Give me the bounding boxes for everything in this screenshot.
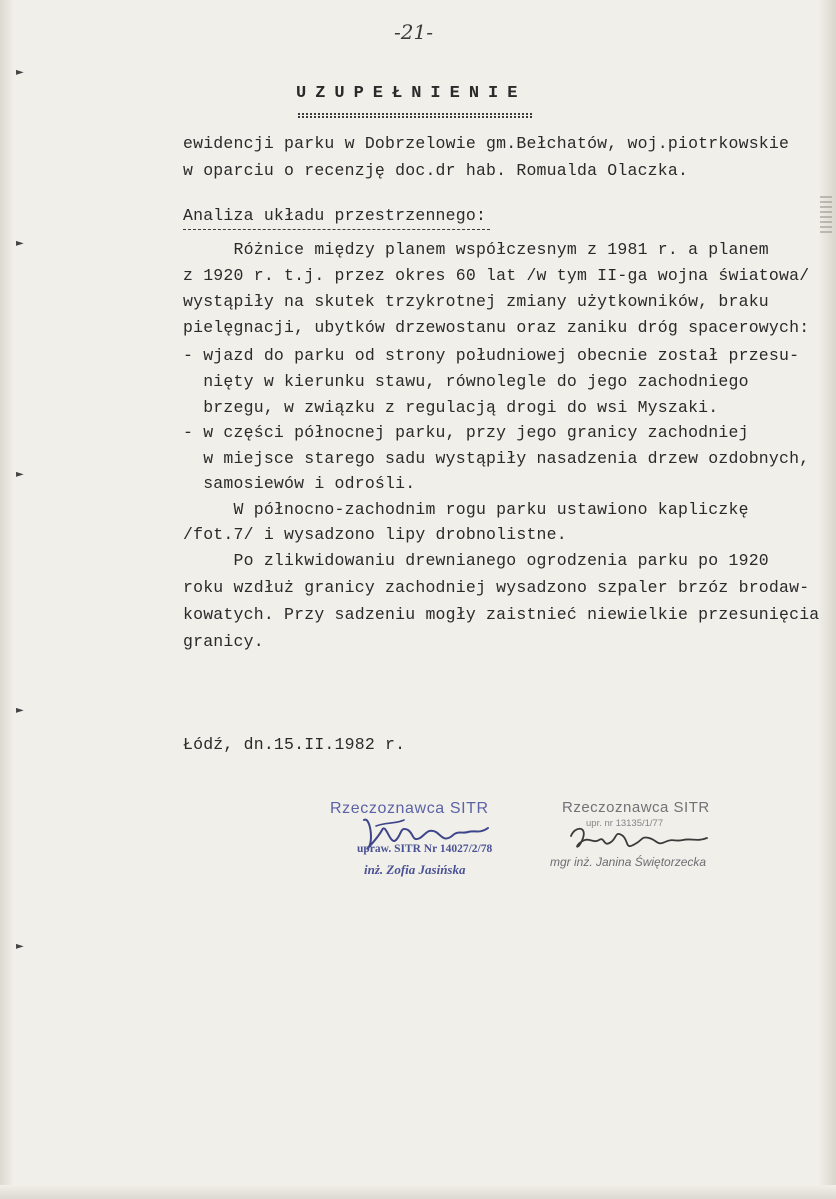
title-underline: [298, 113, 532, 115]
margin-arrow-icon: ►: [16, 67, 24, 78]
body-line: samosiewów i odrośli.: [183, 474, 416, 493]
body-line: W północno-zachodnim rogu parku ustawiono kapliczkę: [183, 500, 749, 519]
margin-arrow-icon: ►: [16, 941, 24, 952]
section-heading-underline: [183, 229, 490, 230]
page-edge-left: [0, 0, 14, 1199]
title-underline-second: [298, 116, 532, 118]
page-number: -21-: [394, 20, 433, 44]
margin-arrow-icon: ►: [16, 238, 24, 249]
subtitle-line-2: w oparciu o recenzję doc.dr hab. Romualda Olaczka.: [183, 161, 689, 180]
body-line: Po zlikwidowaniu drewnianego ogrodzenia parku po 1920: [183, 551, 769, 570]
margin-scratch: [820, 196, 832, 236]
body-line: z 1920 r. t.j. przez okres 60 lat /w tym II-ga wojna światowa/: [183, 266, 810, 285]
stamp-left-name: inż. Zofia Jasińska: [364, 862, 466, 877]
body-line: wystąpiły na skutek trzykrotnej zmiany użytkowników, braku: [183, 292, 769, 311]
page-edge-right: [818, 0, 836, 1199]
body-line: Różnice między planem współczesnym z 1981 r. a planem: [183, 240, 769, 259]
body-line: roku wzdłuż granicy zachodniej wysadzono szpaler brzóz brodaw-: [183, 578, 810, 597]
body-line: nięty w kierunku stawu, równolegle do jego zachodniego: [183, 372, 749, 391]
subtitle-line-1: ewidencji parku w Dobrzelowie gm.Bełchatów, woj.piotrkowskie: [183, 134, 790, 153]
stamp-right-title: Rzeczoznawca SITR: [562, 799, 710, 816]
body-line: kowatych. Przy sadzeniu mogły zaistnieć niewielkie przesunięcia: [183, 605, 820, 624]
place-date: Łódź, dn.15.II.1982 r.: [183, 735, 406, 754]
signature-right-icon: [565, 820, 715, 858]
body-line: granicy.: [183, 632, 264, 651]
stamp-right-number: upr. nr 13135/1/77: [586, 818, 664, 829]
stamp-right-name: mgr inż. Janina Świętorzecka: [550, 855, 707, 869]
body-line: brzegu, w związku z regulacją drogi do wsi Myszaki.: [183, 398, 719, 417]
body-line: w miejsce starego sadu wystąpiły nasadzenia drzew ozdobnych,: [183, 449, 810, 468]
document-title: UZUPEŁNIENIE: [296, 84, 527, 103]
stamp-left-title: Rzeczoznawca SITR: [330, 800, 489, 817]
page-edge-bottom: [0, 1185, 836, 1199]
body-line: /fot.7/ i wysadzono lipy drobnolistne.: [183, 525, 567, 544]
section-heading: Analiza układu przestrzennego:: [183, 206, 487, 225]
body-line: pielęgnacji, ubytków drzewostanu oraz zaniku dróg spacerowych:: [183, 318, 810, 337]
stamp-left-number: upraw. SITR Nr 14027/2/78: [357, 843, 493, 855]
body-line: - wjazd do parku od strony południowej obecnie został przesu-: [183, 346, 800, 365]
margin-arrow-icon: ►: [16, 705, 24, 716]
margin-arrow-icon: ►: [16, 469, 24, 480]
body-line: - w części północnej parku, przy jego granicy zachodniej: [183, 423, 749, 442]
